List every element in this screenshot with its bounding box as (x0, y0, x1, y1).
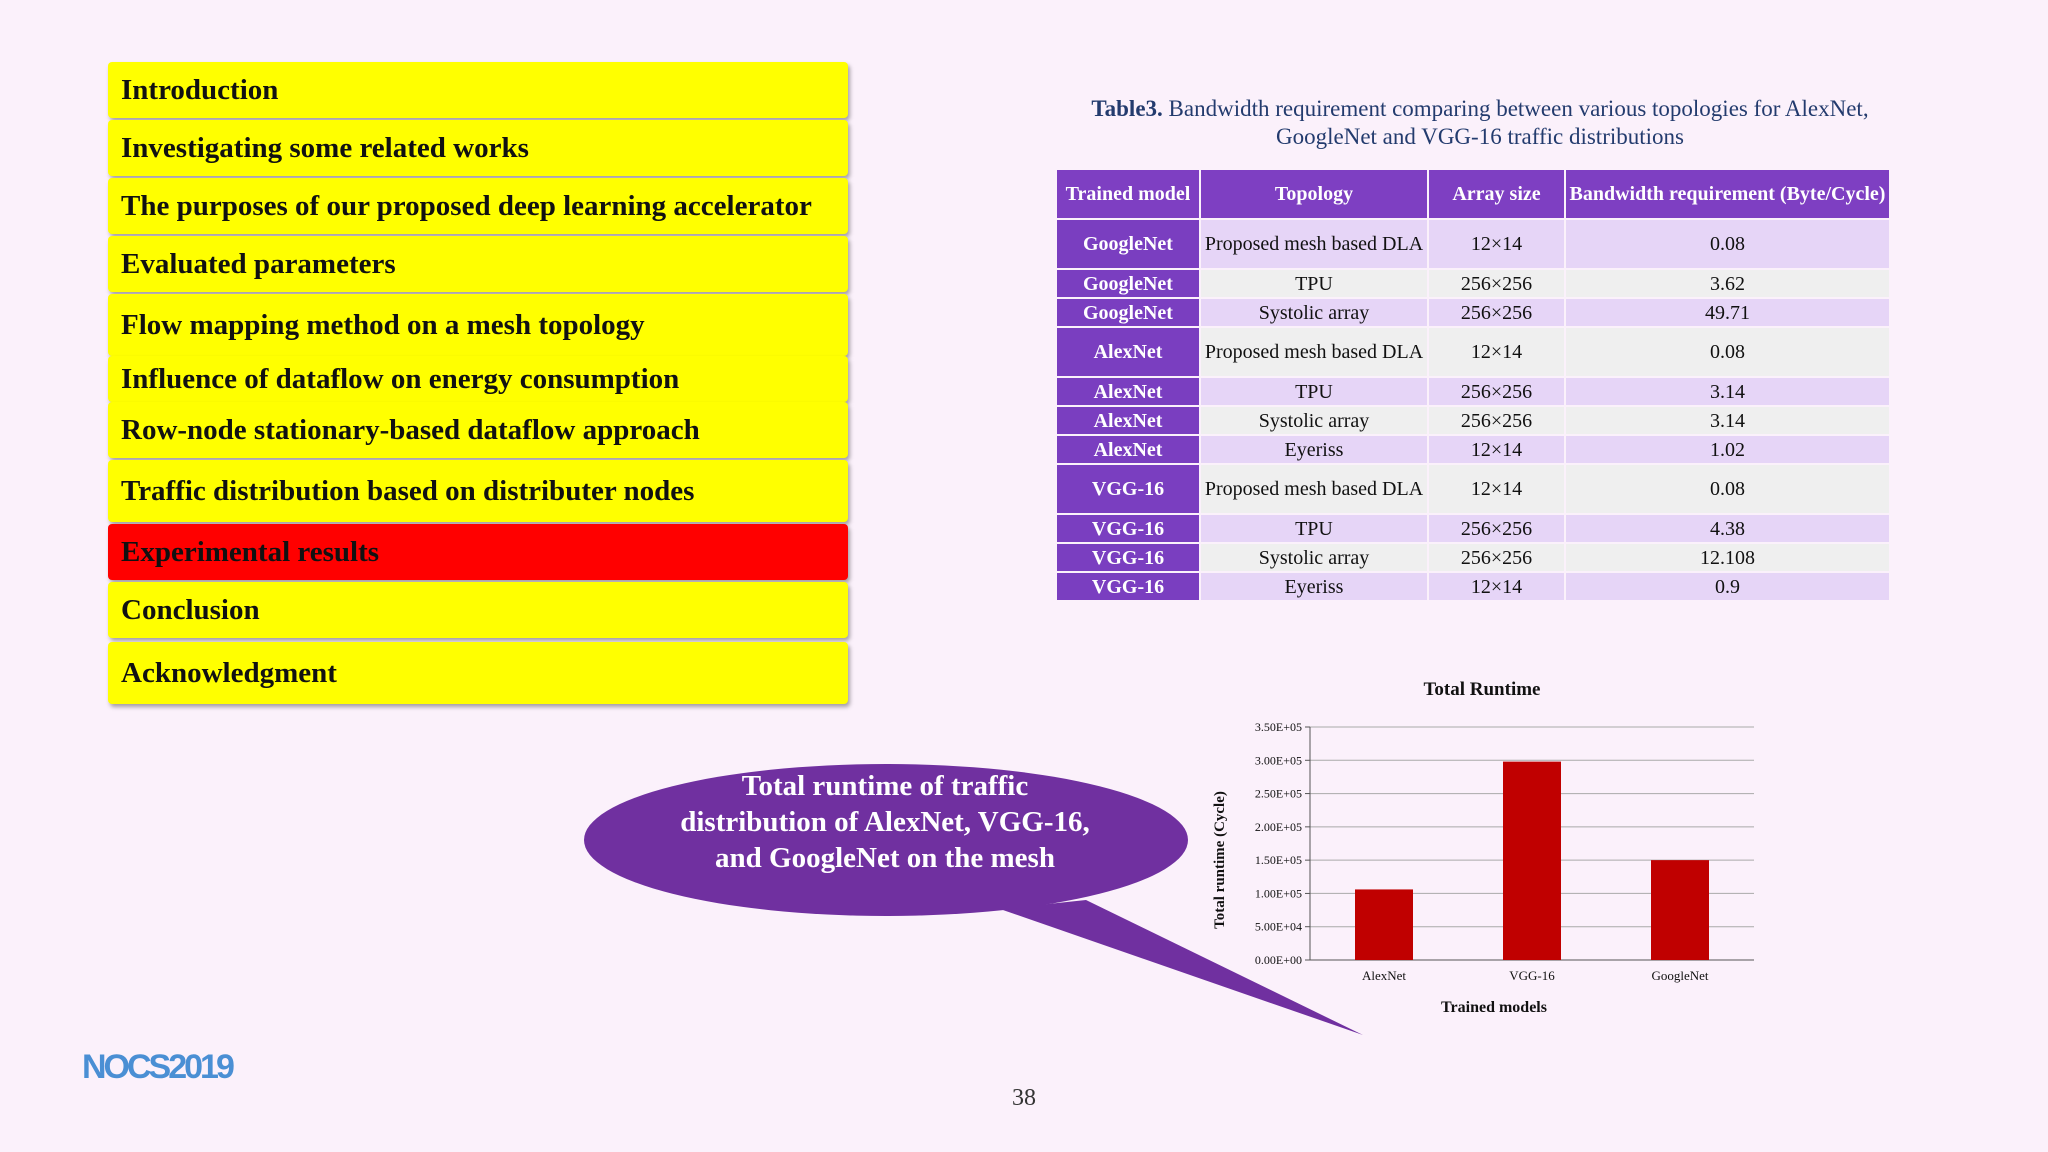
chart-y-label: Total runtime (Cycle) (1212, 791, 1228, 929)
callout-text: Total runtime of traffic distribution of AlexNet, VGG-16, and GoogleNet on the mesh (680, 770, 1090, 874)
cell-array-size: 256×256 (1429, 378, 1564, 405)
outline-item-4[interactable] (108, 236, 848, 292)
table-caption-text: Bandwidth requirement comparing between various topologies for AlexNet, GoogleNet and VGG-16 traffic distributions (1162, 96, 1869, 149)
table-row (1057, 515, 1889, 542)
cell-model: GoogleNet (1057, 220, 1199, 268)
cell-bandwidth: 0.08 (1566, 465, 1889, 513)
outline-item-11[interactable] (108, 642, 848, 704)
bandwidth-table (1055, 168, 1891, 602)
outline-item-label: Conclusion (121, 593, 260, 626)
outline-item-10[interactable] (108, 582, 848, 638)
cell-bandwidth: 1.02 (1566, 436, 1889, 463)
cell-model: AlexNet (1057, 407, 1199, 434)
outline-item-label: Traffic distribution based on distributer nodes (121, 474, 695, 507)
outline-item-8[interactable] (108, 460, 848, 522)
cell-topology: TPU (1201, 270, 1427, 297)
cell-bandwidth: 3.14 (1566, 378, 1889, 405)
chart-bar-googlenet (1651, 860, 1709, 960)
chart-title: Total Runtime (1423, 679, 1541, 700)
chart-bar-vgg-16 (1503, 762, 1561, 960)
page-number: 38 (1012, 1085, 1036, 1111)
table-row (1057, 436, 1889, 463)
cell-bandwidth: 0.08 (1566, 220, 1889, 268)
cell-model: AlexNet (1057, 328, 1199, 376)
chart-y-tick-label: 0.00E+00 (1254, 953, 1302, 967)
table-row (1057, 407, 1889, 434)
table-row (1057, 378, 1889, 405)
cell-array-size: 12×14 (1429, 436, 1564, 463)
conference-logo: NOCS2019 (82, 1048, 232, 1086)
chart-bars (1355, 762, 1709, 960)
chart-y-tick-label: 3.00E+05 (1254, 753, 1302, 768)
outline-item-9[interactable] (108, 524, 848, 580)
cell-bandwidth: 3.14 (1566, 407, 1889, 434)
cell-array-size: 256×256 (1429, 515, 1564, 542)
cell-array-size: 12×14 (1429, 573, 1564, 600)
header-bandwidth: Bandwidth requirement (Byte/Cycle) (1566, 170, 1889, 218)
cell-topology: Systolic array (1201, 544, 1427, 571)
cell-model: AlexNet (1057, 378, 1199, 405)
outline-item-7[interactable] (108, 402, 848, 458)
cell-topology: Proposed mesh based DLA (1201, 220, 1427, 268)
chart-y-tick-label: 2.00E+05 (1254, 819, 1302, 834)
chart-x-axis (1362, 968, 1709, 983)
cell-bandwidth: 4.38 (1566, 515, 1889, 542)
outline-item-3[interactable] (108, 178, 848, 234)
cell-topology: TPU (1201, 515, 1427, 542)
outline-item-label: Introduction (121, 73, 279, 106)
cell-array-size: 256×256 (1429, 299, 1564, 326)
table-row (1057, 328, 1889, 376)
cell-model: VGG-16 (1057, 515, 1199, 542)
outline-item-label: Investigating some related works (121, 131, 529, 164)
outline-item-label: Influence of dataflow on energy consumption (121, 362, 680, 395)
cell-array-size: 12×14 (1429, 220, 1564, 268)
chart-x-label: Trained models (1441, 999, 1547, 1016)
cell-bandwidth: 49.71 (1566, 299, 1889, 326)
cell-model: VGG-16 (1057, 544, 1199, 571)
cell-topology: Eyeriss (1201, 573, 1427, 600)
outline-item-2[interactable] (108, 120, 848, 176)
outline-item-label: Experimental results (121, 535, 380, 568)
outline-item-5[interactable] (108, 294, 848, 356)
table-row (1057, 299, 1889, 326)
cell-topology: Systolic array (1201, 299, 1427, 326)
cell-bandwidth: 0.08 (1566, 328, 1889, 376)
chart-x-tick-label: VGG-16 (1509, 968, 1555, 983)
cell-model: AlexNet (1057, 436, 1199, 463)
header-trained-model: Trained model (1057, 170, 1199, 218)
cell-array-size: 12×14 (1429, 465, 1564, 513)
outline-item-6[interactable] (108, 356, 848, 402)
cell-topology: Proposed mesh based DLA (1201, 328, 1427, 376)
table-caption (1055, 95, 1905, 151)
table-row (1057, 573, 1889, 600)
chart-y-tick-label: 3.50E+05 (1254, 720, 1302, 734)
cell-topology: Systolic array (1201, 407, 1427, 434)
cell-array-size: 256×256 (1429, 270, 1564, 297)
outline-item-label: Acknowledgment (121, 656, 337, 689)
cell-topology: TPU (1201, 378, 1427, 405)
cell-bandwidth: 0.9 (1566, 573, 1889, 600)
table-caption-label: Table3. (1091, 96, 1163, 121)
header-topology: Topology (1201, 170, 1427, 218)
callout-pointer (1000, 900, 1363, 1035)
cell-model: GoogleNet (1057, 270, 1199, 297)
cell-array-size: 256×256 (1429, 544, 1564, 571)
outline-item-label: Evaluated parameters (121, 247, 396, 280)
chart-y-tick-label: 5.00E+04 (1254, 919, 1302, 934)
cell-bandwidth: 3.62 (1566, 270, 1889, 297)
cell-array-size: 256×256 (1429, 407, 1564, 434)
header-array-size: Array size (1429, 170, 1564, 218)
chart-x-tick-label: GoogleNet (1651, 968, 1709, 983)
cell-model: VGG-16 (1057, 573, 1199, 600)
chart-y-tick-label: 1.00E+05 (1254, 886, 1302, 901)
chart-y-tick-label: 2.50E+05 (1254, 786, 1302, 801)
table-row (1057, 220, 1889, 268)
chart-y-tick-label: 1.50E+05 (1254, 853, 1302, 868)
table-body (1057, 220, 1889, 600)
table-row (1057, 544, 1889, 571)
cell-model: GoogleNet (1057, 299, 1199, 326)
chart-x-tick-label: AlexNet (1361, 968, 1407, 983)
outline-item-1[interactable] (108, 62, 848, 118)
cell-topology: Eyeriss (1201, 436, 1427, 463)
outline-item-label: Flow mapping method on a mesh topology (121, 308, 645, 341)
cell-topology: Proposed mesh based DLA (1201, 465, 1427, 513)
table-row (1057, 465, 1889, 513)
outline-item-label: The purposes of our proposed deep learning accelerator (121, 189, 812, 222)
table-row (1057, 270, 1889, 297)
table-header-row (1057, 170, 1889, 218)
cell-model: VGG-16 (1057, 465, 1199, 513)
outline-item-label: Row-node stationary-based dataflow approach (121, 413, 700, 446)
cell-bandwidth: 12.108 (1566, 544, 1889, 571)
cell-array-size: 12×14 (1429, 328, 1564, 376)
